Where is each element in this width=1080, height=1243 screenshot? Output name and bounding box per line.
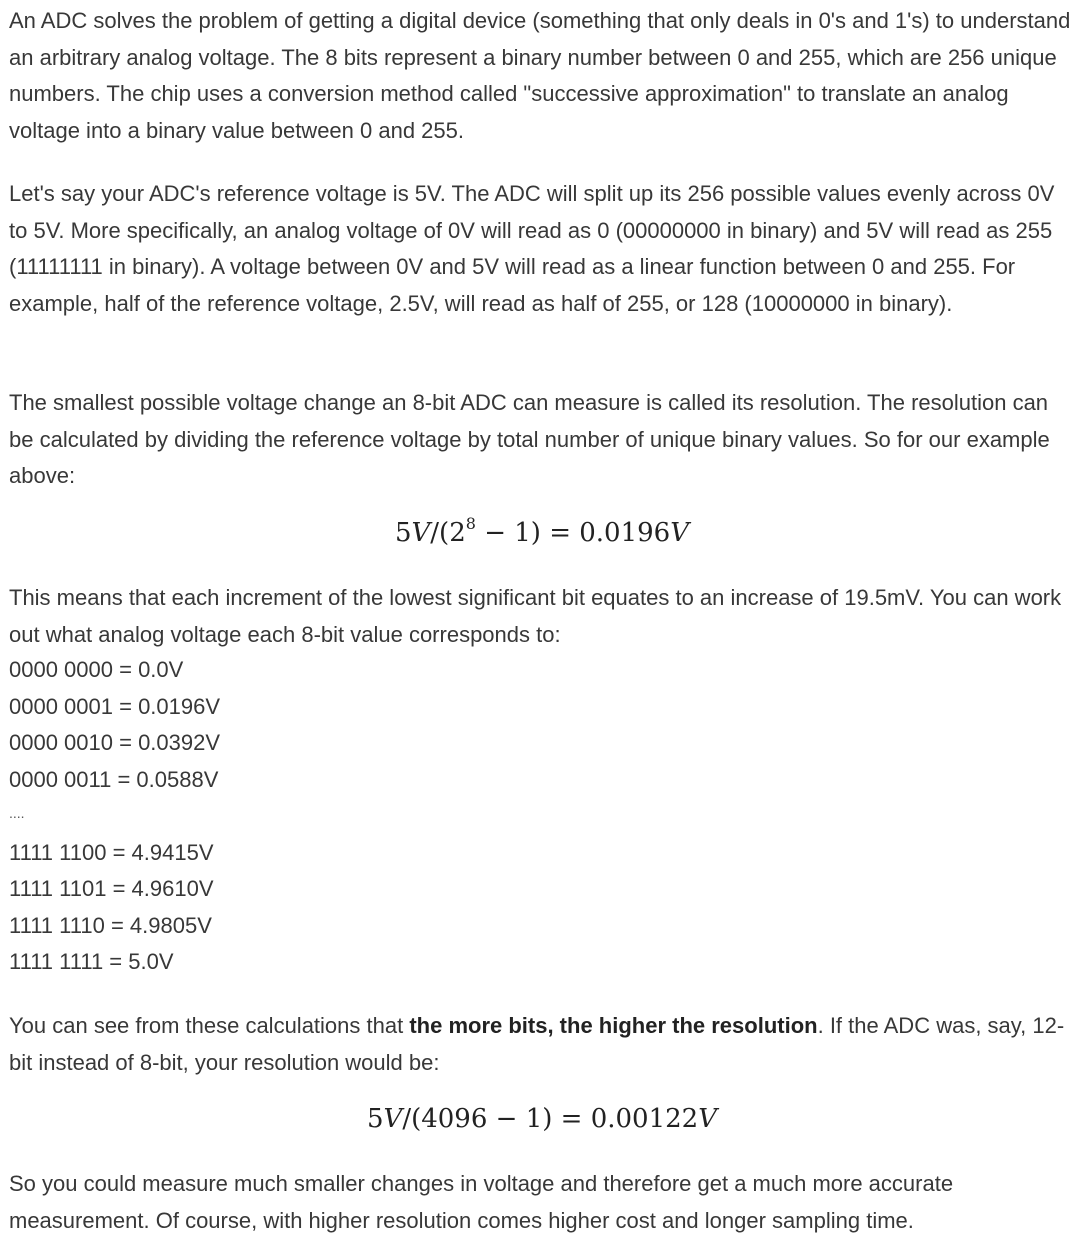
p5-before: You can see from these calculations that [9,1013,410,1038]
voltage-value-list [9,652,609,981]
paragraph-conclusion: So you could measure much smaller changes in voltage and therefore get a much more accurate measurement. Of course, with higher resolution comes higher cost and longer sampling time. [9,1171,954,1233]
formula-8bit-resolution [9,514,1075,548]
p5-bold-emphasis: the more bits, the higher the resolution [409,1013,818,1038]
value-row: 0000 0011 = 0.0588V [9,766,219,792]
formula1-middle: − 1) = 0.0196 [475,518,671,548]
value-row: 0000 0001 = 0.0196V [9,693,221,719]
value-row: 0000 0000 = 0.0V [9,657,184,682]
formula1-exponent: 8 [465,514,476,533]
value-row: 1111 1111 = 5.0V [9,949,174,974]
formula1-open: /(2 [430,518,466,548]
paragraph-adc-intro: An ADC solves the problem of getting a digital device (something that only deals in 0's and 1's) to understand an arbitrary analog voltage. The 8 bits represent a binary number between 0 and 255, which are 256 unique numbers. The chip uses a conversion method called "successive approximation" to translate an analog voltage into a binary value between 0 and 255. [9,8,1071,143]
list-ellipsis: .... [9,805,25,821]
formula1-lhs-num: 5 [394,518,412,548]
formula2-lhs-unit: V [383,1104,403,1134]
formula2-rhs-unit: V [698,1104,717,1134]
paragraph-reference-voltage: Let's say your ADC's reference voltage is 5V. The ADC will split up its 256 possible values evenly across 0V to 5V. More specifically, an analog voltage of 0V will read as 0 (00000000 in binary) and 5V will read as 255 (11111111 in binary). A voltage between 0V and 5V will read as a linear function between 0 and 255. For example, half of the reference voltage, 2.5V, will read as half of 255, or 128 (10000000 in binary). [9,181,1055,316]
paragraph-resolution-definition: The smallest possible voltage change an 8-bit ADC can measure is called its resolution. The resolution can be calculated by dividing the reference voltage by total number of unique binary values. So for our example above: [9,390,1050,488]
p5-after: . If the ADC was, say, 12-bit instead of 8-bit, your resolution would be: [9,1013,1065,1075]
paragraph-more-bits [9,1008,1075,1081]
paragraph-lsb-increment: This means that each increment of the lowest significant bit equates to an increase of 19.5mV. You can work out what analog voltage each 8-bit value corresponds to: [9,585,1062,647]
value-row: 1111 1110 = 4.9805V [9,912,212,938]
value-row: 1111 1101 = 4.9610V [9,876,214,901]
formula-12bit-resolution [9,1104,1075,1134]
formula2-middle: /(4096 − 1) = 0.00122 [402,1104,699,1134]
value-row: 0000 0010 = 0.0392V [9,730,221,755]
formula1-lhs-unit: V [411,518,431,548]
value-row: 1111 1100 = 4.9415V [9,839,214,865]
formula2-lhs-num: 5 [366,1104,384,1134]
formula1-rhs-unit: V [670,518,690,548]
